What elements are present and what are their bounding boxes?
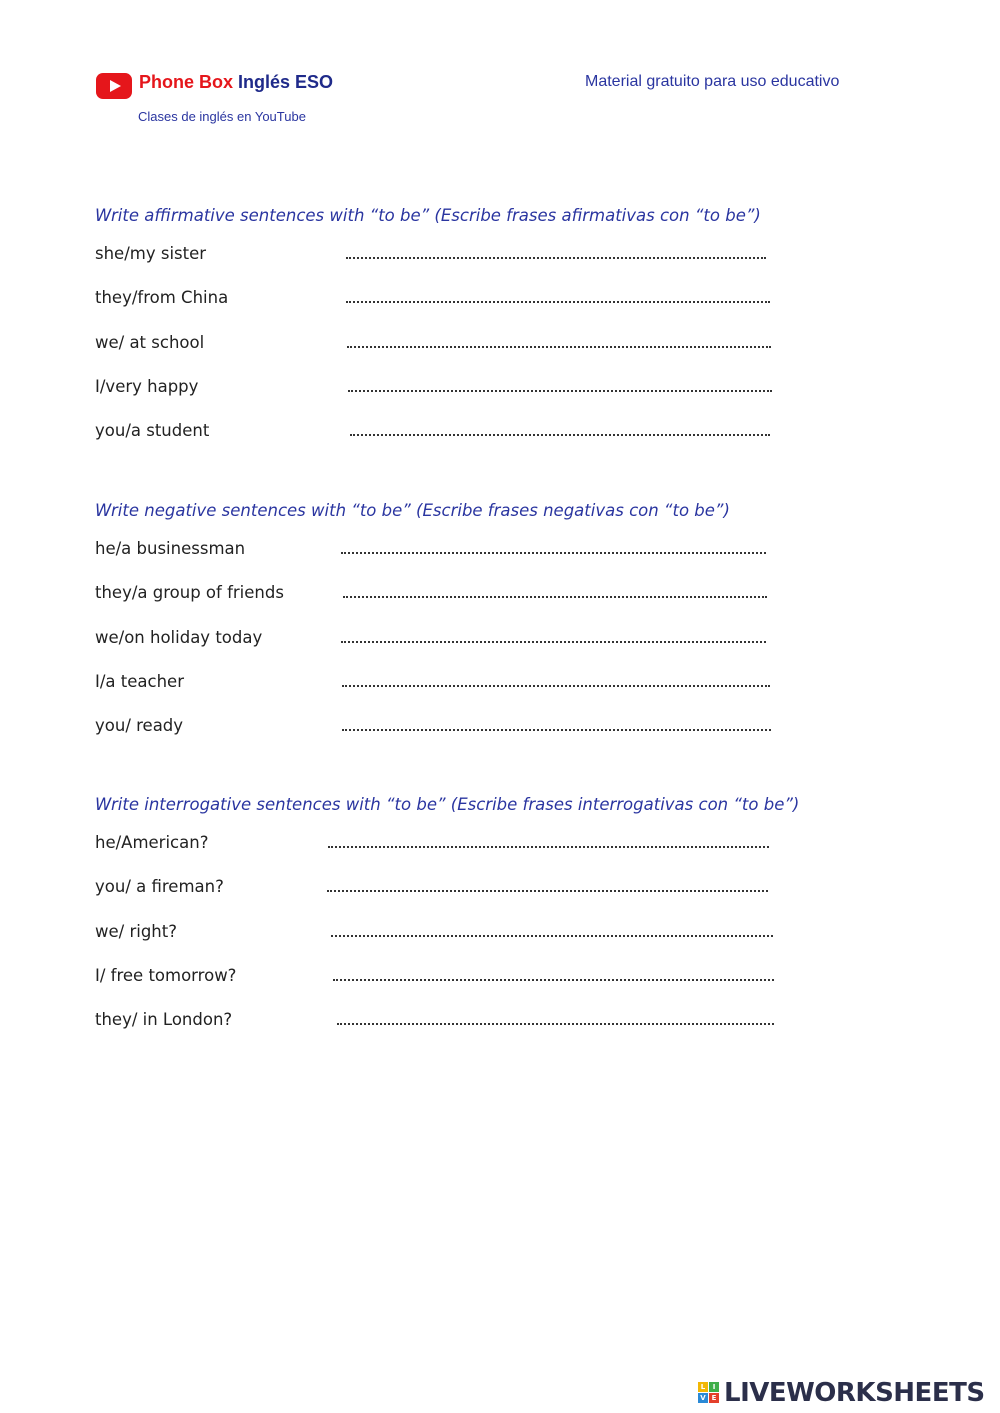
answer-field[interactable] xyxy=(347,346,771,348)
exercise-row xyxy=(0,421,1000,447)
exercise-row xyxy=(0,922,1000,948)
exercise-row xyxy=(0,877,1000,903)
exercise-row xyxy=(0,966,1000,992)
exercise-row xyxy=(0,333,1000,359)
exercise-prompt: you/a student xyxy=(95,421,210,440)
answer-field[interactable] xyxy=(342,729,771,731)
exercise-row xyxy=(0,288,1000,314)
exercise-prompt: you/ a fireman? xyxy=(95,877,224,896)
exercise-prompt: they/ in London? xyxy=(95,1010,233,1029)
exercise-row xyxy=(0,539,1000,565)
answer-field[interactable] xyxy=(341,552,766,554)
exercise-prompt: they/a group of friends xyxy=(95,583,284,602)
exercise-row xyxy=(0,628,1000,654)
brand-tagline: Clases de inglés en YouTube xyxy=(138,109,306,124)
exercise-row xyxy=(0,377,1000,403)
exercise-row xyxy=(0,583,1000,609)
section-title: Write affirmative sentences with “to be” (Escribe frases afirmativas con “to be”) xyxy=(95,206,761,225)
page-header xyxy=(0,0,1000,140)
exercise-prompt: I/very happy xyxy=(95,377,199,396)
exercise-prompt: I/ free tomorrow? xyxy=(95,966,237,985)
exercise-prompt: I/a teacher xyxy=(95,672,184,691)
answer-field[interactable] xyxy=(331,935,773,937)
exercise-row xyxy=(0,1010,1000,1036)
exercise-row xyxy=(0,244,1000,270)
section-title: Write interrogative sentences with “to be” (Escribe frases interrogativas con “to be”) xyxy=(95,795,800,814)
answer-field[interactable] xyxy=(343,596,767,598)
youtube-icon xyxy=(96,73,132,99)
exercise-row xyxy=(0,833,1000,859)
exercise-prompt: he/a businessman xyxy=(95,539,246,558)
exercise-prompt: they/from China xyxy=(95,288,229,307)
exercise-prompt: we/ right? xyxy=(95,922,177,941)
exercise-row xyxy=(0,672,1000,698)
liveworksheets-logo xyxy=(698,1378,998,1408)
answer-field[interactable] xyxy=(342,685,770,687)
answer-field[interactable] xyxy=(350,434,770,436)
exercise-prompt: we/on holiday today xyxy=(95,628,263,647)
section-title: Write negative sentences with “to be” (Escribe frases negativas con “to be”) xyxy=(95,501,730,520)
answer-field[interactable] xyxy=(346,257,766,259)
exercise-prompt: we/ at school xyxy=(95,333,205,352)
answer-field[interactable] xyxy=(333,979,774,981)
answer-field[interactable] xyxy=(341,641,766,643)
liveworksheets-wordmark: LIVEWORKSHEETS xyxy=(724,1378,985,1408)
exercise-prompt: you/ ready xyxy=(95,716,184,735)
answer-field[interactable] xyxy=(346,301,770,303)
answer-field[interactable] xyxy=(327,890,768,892)
exercise-row xyxy=(0,716,1000,742)
answer-field[interactable] xyxy=(337,1023,774,1025)
brand-title: Phone Box Inglés ESO xyxy=(139,72,334,92)
answer-field[interactable] xyxy=(328,846,769,848)
free-use-note: Material gratuito para uso educativo xyxy=(585,73,840,90)
answer-field[interactable] xyxy=(348,390,772,392)
liveworksheets-icon: L I V E xyxy=(698,1382,720,1404)
exercise-prompt: she/my sister xyxy=(95,244,207,263)
exercise-prompt: he/American? xyxy=(95,833,209,852)
